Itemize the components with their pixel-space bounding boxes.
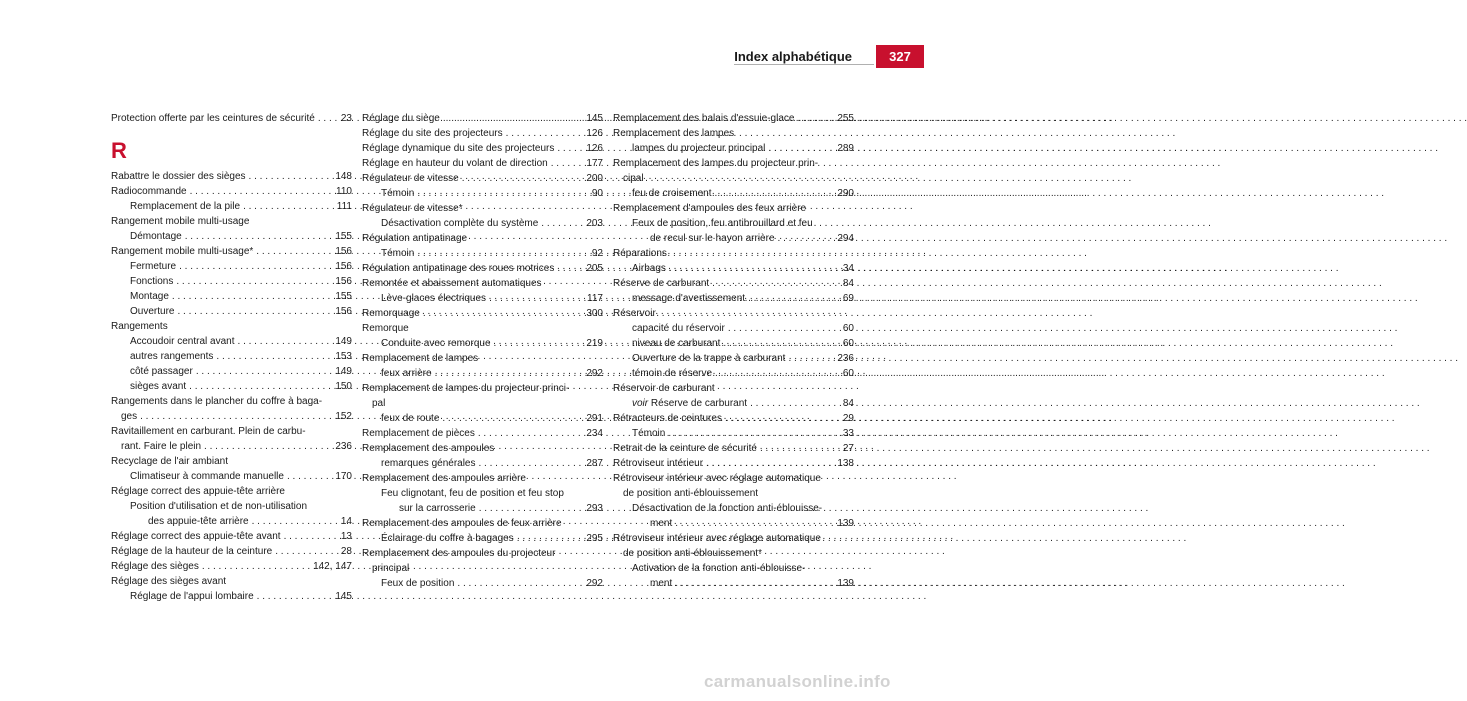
index-subentry[interactable]: Réglage de l'appui lombaire . . . 145 xyxy=(111,589,352,604)
index-heading: Régulateur de vitesse* xyxy=(362,203,463,214)
index-subentry[interactable]: Témoin . . . 92 xyxy=(362,246,603,261)
index-subentry[interactable]: ment . . . 139 xyxy=(613,576,854,591)
index-heading: Remplacement des ampoules du projecteur xyxy=(362,548,556,559)
index-subentry[interactable]: de recul sur le hayon arrière . . . 294 xyxy=(613,231,854,246)
index-subentry[interactable]: sur la carrosserie . . . 293 xyxy=(362,501,603,516)
index-heading: Régulation antipatinage xyxy=(362,233,468,244)
index-entry[interactable]: Rétracteurs de ceintures . . . 29 xyxy=(613,411,854,426)
index-column-2 xyxy=(362,111,603,591)
index-entry[interactable]: Réglage des sièges . . . 142, 147 xyxy=(111,559,352,574)
index-heading: Rétroviseur intérieur avec réglage automatique xyxy=(613,533,821,544)
index-subentry[interactable]: Conduite avec remorque . . . 219 xyxy=(362,336,603,351)
index-heading: Remplacement des ampoules arrière xyxy=(362,473,526,484)
index-subentry[interactable]: capacité du réservoir . . . 60 xyxy=(613,321,854,336)
index-heading: Remontée et abaissement automatiques xyxy=(362,278,542,289)
header-title: Index alphabétique xyxy=(734,49,852,64)
index-entry[interactable]: Réglage du site des projecteurs . . . 126 xyxy=(362,126,603,141)
index-subentry[interactable]: Remplacement de la pile . . . 111 xyxy=(111,199,352,214)
index-heading: Réglage correct des appuie-tête arrière xyxy=(111,486,285,497)
index-entry[interactable]: Réglage de la hauteur de la ceinture . . . 28 xyxy=(111,544,352,559)
index-subentry[interactable]: Accoudoir central avant . . . 149 xyxy=(111,334,352,349)
index-entry[interactable]: Remplacement de pièces . . . 234 xyxy=(362,426,603,441)
index-subheading: Activation de la fonction anti-éblouisse- xyxy=(632,563,806,574)
index-subentry[interactable]: voir Réserve de carburant . . . 84 xyxy=(613,396,854,411)
index-entry[interactable]: Rangement mobile multi-usage* . . . 156 xyxy=(111,244,352,259)
section-letter: R xyxy=(111,138,127,163)
index-subheading: Désactivation de la fonction anti-éblouisse- xyxy=(632,503,823,514)
index-heading: Remplacement des lampes xyxy=(613,128,735,139)
index-heading: Remplacement des lampes du projecteur prin- xyxy=(613,158,819,169)
index-entry[interactable]: Remorquage . . . 300 xyxy=(362,306,603,321)
index-column-1 xyxy=(111,111,352,604)
index-entry[interactable]: Régulation antipatinage des roues motrices . . . 205 xyxy=(362,261,603,276)
index-subentry[interactable]: Éclairage du coffre à bagages . . . 295 xyxy=(362,531,603,546)
index-entry[interactable]: Radiocommande . . . 110 xyxy=(111,184,352,199)
see-reference: voir xyxy=(632,398,649,409)
index-subentry[interactable]: Climatiseur à commande manuelle . . . 170 xyxy=(111,469,352,484)
index-subentry[interactable]: message d'avertissement . . . 69 xyxy=(613,291,854,306)
index-heading: Remplacement de lampes du projecteur princi- xyxy=(362,383,570,394)
index-subentry[interactable]: lampes du projecteur principal . . . 289 xyxy=(613,141,854,156)
index-subheading: Feux de position, feu antibrouillard et feu xyxy=(632,218,813,229)
index-subentry[interactable]: niveau de carburant . . . 60 xyxy=(613,336,854,351)
index-subentry[interactable]: des appuie-tête arrière . . . 14 xyxy=(111,514,352,529)
index-heading: Rangements dans le plancher du coffre à baga- xyxy=(111,396,323,407)
index-subentry[interactable]: Démontage . . . 155 xyxy=(111,229,352,244)
index-entry[interactable]: Régulateur de vitesse . . . 200 xyxy=(362,171,603,186)
index-heading: Remplacement de lampes xyxy=(362,353,479,364)
index-subentry[interactable]: Fermeture . . . 156 xyxy=(111,259,352,274)
index-column-3 xyxy=(613,111,854,591)
index-entry[interactable]: Rabattre le dossier des sièges . . . 148 xyxy=(111,169,352,184)
index-heading: Rangements xyxy=(111,321,168,332)
index-subentry[interactable]: Ouverture . . . 156 xyxy=(111,304,352,319)
index-entry[interactable]: Retrait de la ceinture de sécurité . . . 27 xyxy=(613,441,854,456)
index-entry[interactable]: Protection offerte par les ceintures de sécurité . . . 23 xyxy=(111,111,352,126)
index-entry[interactable]: Réserve de carburant . . . 84 xyxy=(613,276,854,291)
index-entry[interactable]: Réglage dynamique du site des projecteurs . . . 126 xyxy=(362,141,603,156)
index-heading: cipal xyxy=(623,173,644,184)
index-subentry[interactable]: feux de route . . . 291 xyxy=(362,411,603,426)
index-subentry[interactable]: Témoin . . . 90 xyxy=(362,186,603,201)
index-entry[interactable]: Rétroviseur intérieur . . . 138 xyxy=(613,456,854,471)
index-heading: pal xyxy=(372,398,386,409)
index-subentry[interactable]: Montage . . . 155 xyxy=(111,289,352,304)
index-subentry[interactable]: feu de croisement . . . 290 xyxy=(613,186,854,201)
header-rule xyxy=(734,64,874,65)
index-subheading: Feu clignotant, feu de position et feu stop xyxy=(381,488,564,499)
index-subentry[interactable]: remarques générales . . . 287 xyxy=(362,456,603,471)
index-heading: Remorque xyxy=(362,323,409,334)
index-heading: Réservoir xyxy=(613,308,656,319)
index-entry[interactable]: Réglage du siège . . . 145 xyxy=(362,111,603,126)
watermark: carmanualsonline.info xyxy=(704,672,891,691)
index-heading: Remplacement des ampoules de feux arrière xyxy=(362,518,562,529)
index-subentry[interactable]: Fonctions . . . 156 xyxy=(111,274,352,289)
index-subentry[interactable]: Désactivation complète du système . . . 203 xyxy=(362,216,603,231)
index-subentry[interactable]: Lève-glaces électriques . . . 117 xyxy=(362,291,603,306)
index-heading: Réparations xyxy=(613,248,667,259)
index-subentry[interactable]: Témoin . . . 33 xyxy=(613,426,854,441)
page-number-badge: 327 xyxy=(876,45,924,68)
index-heading: de position anti-éblouissement* xyxy=(623,548,762,559)
index-heading: Remplacement d'ampoules des feux arrière xyxy=(613,203,807,214)
index-subentry[interactable]: Feux de position . . . 292 xyxy=(362,576,603,591)
index-entry[interactable]: Réglage en hauteur du volant de direction . . . 177 xyxy=(362,156,603,171)
index-subentry[interactable]: Ouverture de la trappe à carburant . . . 236 xyxy=(613,351,854,366)
index-heading: de position anti-éblouissement xyxy=(623,488,759,499)
index-subheading: Position d'utilisation et de non-utilisation xyxy=(130,501,308,512)
index-heading: Réservoir de carburant xyxy=(613,383,715,394)
index-entry[interactable]: ges . . . 152 xyxy=(111,409,352,424)
index-subentry[interactable]: feux arrière . . . 292 xyxy=(362,366,603,381)
index-subentry[interactable]: Airbags . . . 34 xyxy=(613,261,854,276)
index-heading: Rétroviseur intérieur avec réglage automatique xyxy=(613,473,821,484)
index-entry[interactable]: Remplacement des balais d'essuie-glace . . . 255 xyxy=(613,111,854,126)
index-subentry[interactable]: côté passager . . . 149 xyxy=(111,364,352,379)
index-subentry[interactable]: témoin de réserve . . . 60 xyxy=(613,366,854,381)
index-heading: Réglage des sièges avant xyxy=(111,576,227,587)
index-heading: Remplacement des ampoules xyxy=(362,443,495,454)
index-heading: Rangement mobile multi-usage xyxy=(111,216,250,227)
index-heading: Ravitaillement en carburant. Plein de carbu- xyxy=(111,426,306,437)
index-entry[interactable]: Réglage correct des appuie-tête avant . . . 13 xyxy=(111,529,352,544)
index-entry[interactable]: rant. Faire le plein . . . 236 xyxy=(111,439,352,454)
index-subentry[interactable]: sièges avant . . . 150 xyxy=(111,379,352,394)
index-subentry[interactable]: ment . . . 139 xyxy=(613,516,854,531)
index-subentry[interactable]: autres rangements . . . 153 xyxy=(111,349,352,364)
index-heading: principal xyxy=(372,563,410,574)
index-heading: Recyclage de l'air ambiant xyxy=(111,456,228,467)
